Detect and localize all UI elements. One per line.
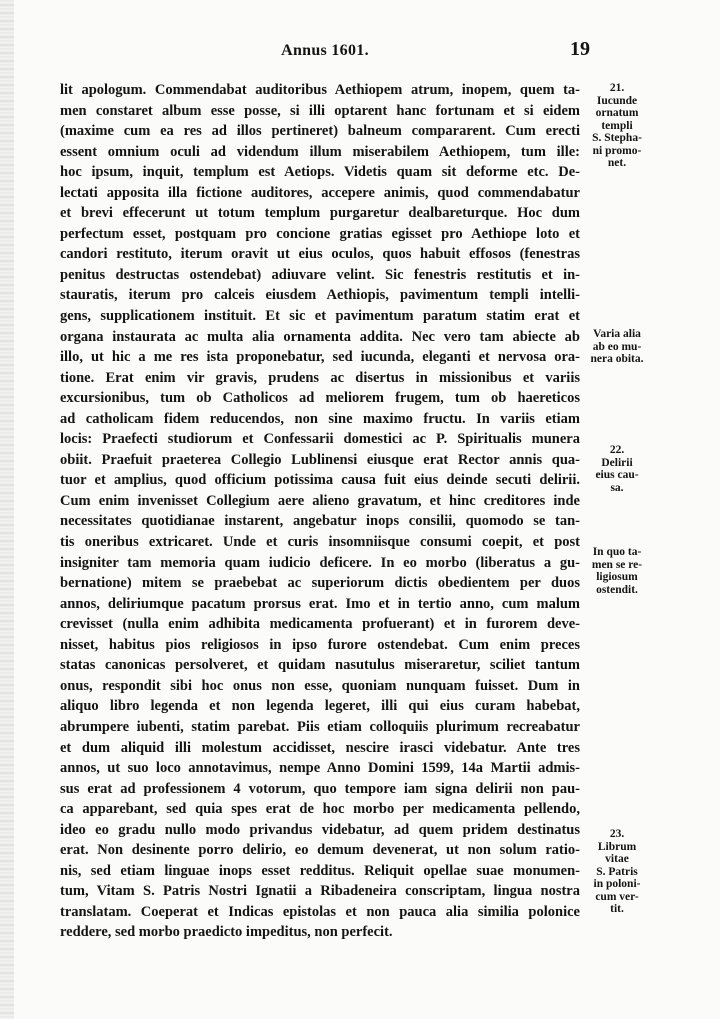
text-line: annos, ut suo loco annotavimus, nempe Anno Domini 1599, 14a Martii admis-	[60, 760, 580, 777]
text-line: tuor et amplius, quod officium potissima causa fuit eius deinde secuti delirii.	[60, 472, 580, 489]
binding-gutter	[0, 0, 14, 1019]
text-line: translatam. Coeperat et Indicas epistolas et non pauca alia similia polonice	[60, 903, 580, 920]
page-header	[60, 38, 590, 68]
margin-note-line: ligiosum	[596, 571, 638, 583]
page-number: 19	[570, 38, 590, 60]
text-line: erat. Non desinente porro delirio, eo demum devenerat, ut non solum ratio-	[60, 842, 580, 859]
margin-note-line: ni promo-	[592, 144, 642, 157]
text-line: lectati apposita illa fictione auditores, accepere animis, quod commendabatur	[60, 184, 580, 201]
text-line: tum, Vitam S. Patris Nostri Ignatii a Ribadeneira conscriptam, lingua nostra	[60, 883, 580, 900]
margin-note-line: men se re-	[591, 558, 643, 571]
margin-note-line: 23.	[609, 828, 625, 840]
text-line: candori restituto, iterum oravit ut eius oculos, quos habuit effosos (fenestras	[60, 246, 580, 263]
text-line: crevisset (nulla enim adhibita medicamenta profuerant) et in furorem deve-	[60, 616, 580, 633]
margin-note-line: S. Patris	[596, 865, 638, 878]
text-line: ca apparebant, sed quia spes erat de hoc morbo per medicamenta pellendo,	[60, 801, 580, 818]
text-line: et dum aliquid illi molestum accidisset, nescire irasci videbatur. Ante tres	[60, 739, 580, 756]
text-line: bernatione) mitem se praebebat ac superiorum dictis obedientem per duos	[60, 575, 580, 592]
margin-note	[582, 82, 652, 170]
text-line: tis oneribus extricaret. Unde et curis insomniisque consumi coepit, et post	[60, 534, 580, 551]
margin-note-line: Iucunde	[596, 94, 638, 107]
margin-note-line: in poloni-	[593, 878, 641, 890]
text-line: organa instaurata ac multa alia ornamenta addita. Nec vero tam abiecte ab	[60, 328, 580, 345]
text-line: excursionibus, tum ob Catholicos ad meliorem frugem, tum ob haereticos	[60, 390, 580, 407]
margin-note	[582, 328, 652, 366]
text-line: nis, sed etiam linguae inops esset redditus. Reliquit opellae suae monumen-	[60, 862, 580, 879]
text-line: lit apologum. Commendabat auditoribus Aethiopem atrum, inopem, quem ta-	[60, 82, 580, 98]
text-line: ad catholicam fidem reducendos, non sine maximo fructu. In variis etiam	[60, 410, 580, 427]
running-head: Annus 1601.	[281, 42, 369, 59]
margin-note-line: In quo ta-	[592, 546, 642, 558]
margin-note-line: net.	[607, 157, 627, 169]
text-line: essent omnium oculi ad videndum illum miserabilem Aethiopem, tum ille:	[60, 143, 580, 160]
text-line: men constaret album esse posse, si illi optarent hanc fortunam et si eidem	[60, 102, 580, 119]
margin-note	[582, 546, 652, 596]
margin-note-line: Delirii	[601, 456, 633, 469]
margin-note-line: ab eo mu-	[592, 340, 642, 353]
text-line: insigniter tam memoria quam iudicio deficere. In eo morbo (liberatus a gu-	[60, 554, 580, 571]
margin-note-line: Librum	[597, 840, 637, 853]
text-line: et brevi effecerunt ut totum templum purgaretur dealbareturque. Hoc dum	[60, 205, 580, 222]
margin-note-line: ostendit.	[596, 583, 638, 596]
text-line: ideo eo gradu nullo modo privandus videbatur, ad quem pridem destinatus	[60, 821, 580, 838]
margin-note-line: nera obita.	[590, 353, 644, 365]
margin-note-line: vitae	[605, 853, 629, 865]
margin-note-line: ornatum	[595, 107, 639, 119]
margin-note-line: cum ver-	[595, 890, 639, 903]
text-line: stauratis, iterum pro calceis eiusdem Aethiopis, pavimentum templi intelli-	[60, 287, 580, 304]
margin-note-line: 22.	[609, 444, 625, 456]
margin-note	[582, 444, 652, 494]
margin-note-line: Varia alia	[593, 328, 641, 340]
text-line: locis: Praefecti studiorum et Confessarii domestici ac P. Spiritualis munera	[60, 431, 580, 448]
text-line: reddere, sed morbo praedicto impeditus, non perfecit.	[60, 924, 393, 941]
text-line: tione. Erat enim vir gravis, prudens ac disertus in missionibus et variis	[60, 369, 580, 386]
text-line: gens, supplicationem instituit. Et sic et pavimentum paratum statim erat et	[60, 308, 580, 325]
text-line: abrumpere iubenti, statim parebat. Piis etiam colloquiis plurimum recreabatur	[60, 718, 580, 735]
text-line: sus erat ad professionem 4 votorum, quo tempore iam signa delirii non pau-	[60, 780, 580, 797]
text-line: perfectum esset, postquam pro concione gratias egisset pro Aethiope loto et	[60, 225, 580, 242]
text-line: necessitates quotidianae instarent, angebatur inops consilii, quomodo se tan-	[60, 513, 580, 530]
text-line: illo, ut hic a me res ista proponebatur, sed iucunda, eleganti et nervosa ora-	[60, 349, 580, 366]
text-line: Cum enim invenisset Collegium aere alieno gravatum, et hinc creditores inde	[60, 492, 580, 509]
margin-note-line: S. Stepha-	[592, 132, 642, 144]
text-line: onus, respondit sibi hoc onus non esse, quoniam nunquam fuisset. Dum in	[60, 677, 580, 694]
text-line: annos, deliriumque pacatum prorsus erat. Imo et in tertio anno, cum malum	[60, 595, 580, 612]
text-line: hoc ipsum, inquit, templum est Aetiops. Videtis quam sit deforme etc. De-	[60, 164, 580, 181]
margin-note-line: 21.	[609, 82, 625, 94]
margin-note	[582, 828, 652, 916]
margin-note-line: tit.	[610, 903, 624, 915]
body-text	[60, 80, 580, 943]
text-line: statas canonicas persolveret, et quidam nasutulus miseraretur, sciliet tantum	[60, 657, 580, 674]
margin-note-line: templi	[601, 119, 633, 132]
text-line: aliquo libro legenda et non legenda legeret, illi qui eius curam habebat,	[60, 698, 580, 715]
text-line: penitus destructas ostendebat) adiuvare velint. Sic fenestris restitutis et in-	[60, 266, 580, 283]
margin-note-line: sa.	[610, 481, 624, 494]
text-line: nisset, habitus pios religiosos in ipso furore ostendebat. Cum enim preces	[60, 636, 580, 653]
margin-note-line: eius cau-	[595, 469, 639, 481]
text-line: obiit. Praefuit praeterea Collegio Lublinensi eiusque erat Rector annis qua-	[60, 451, 580, 468]
text-line: (maxime cum ea res ad illos pertineret) balneum compararent. Cum erecti	[60, 123, 580, 140]
